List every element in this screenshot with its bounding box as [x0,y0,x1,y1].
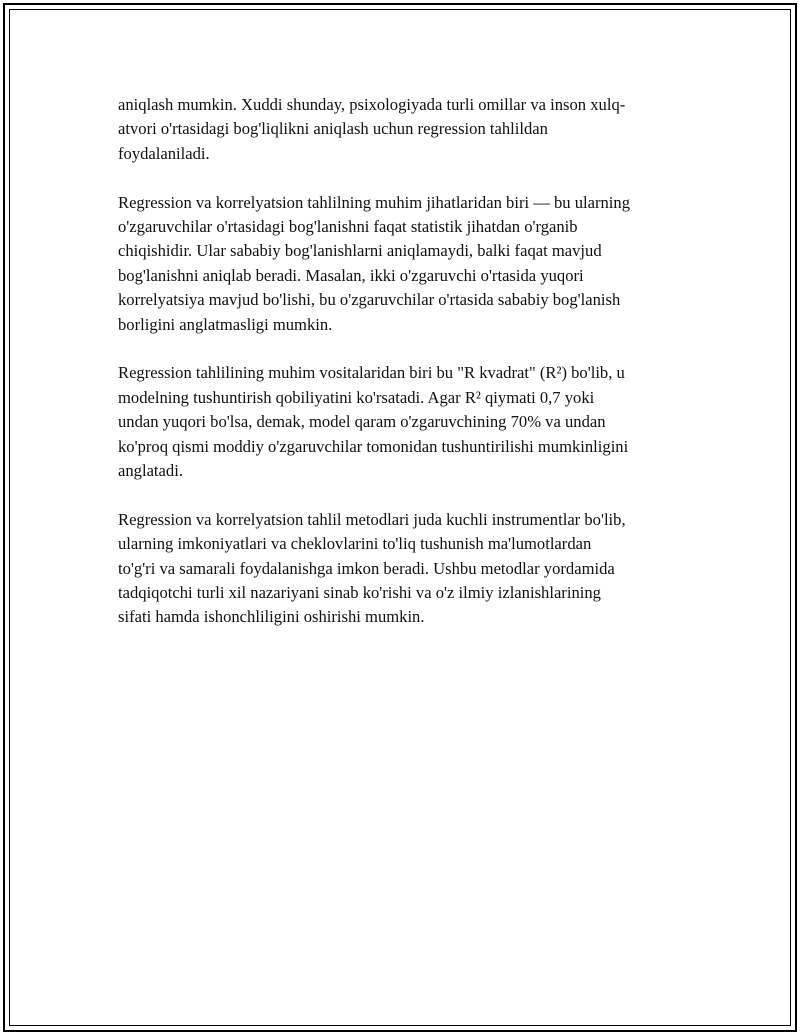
paragraph-2: Regression va korrelyatsion tahlilning muhim jihatlaridan biri — bu ularning o'zgaruvchilar o'rtasidagi bog'lanishni faqat statistik jihatdan o'rganib chiqishidir. Ular sababiy bog'lanishlarni aniqlamaydi, balki faqat mavjud bog'lanishni aniqlab beradi. Masalan, ikki o'zgaruvchi o'rtasida yuqori korrelyatsiya mavjud bo'lishi, bu o'zgaruvchilar o'rtasida sababiy bog'lanish borligini anglatmasligi mumkin. [118,192,631,334]
paragraph-4: Regression va korrelyatsion tahlil metodlari juda kuchli instrumentlar bo'lib, ularning imkoniyatlari va cheklovlarini to'liq tushunish ma'lumotlardan to'g'ri va samarali foydalanishga imkon beradi. Ushbu metodlar yordamida tadqiqotchi turli xil nazariyani sinab ko'rishi va o'z ilmiy izlanishlarining sifati hamda ishonchliligini oshirishi mumkin. [118,509,626,627]
paragraph-1: aniqlash mumkin. Xuddi shunday, psixologiyada turli omillar va inson xulq- atvori o'rtasidagi bog'liqlikni aniqlash uchun regression tahlildan foydalaniladi. [118,95,626,163]
paragraph-3: Regression tahlilining muhim vositalaridan biri bu "R kvadrat" (R²) bo'lib, u modelning tushuntirish qobiliyatini ko'rsatadi. Agar R² qiymati 0,7 yoki undan yuqori bo'lsa, demak, model qaram o'zgaruvchining 70% va undan ko'proq qismi moddiy o'zgaruvchilar tomonidan tushuntirilishi mumkinligini anglatadi. [118,363,629,481]
document-body [118,93,693,654]
